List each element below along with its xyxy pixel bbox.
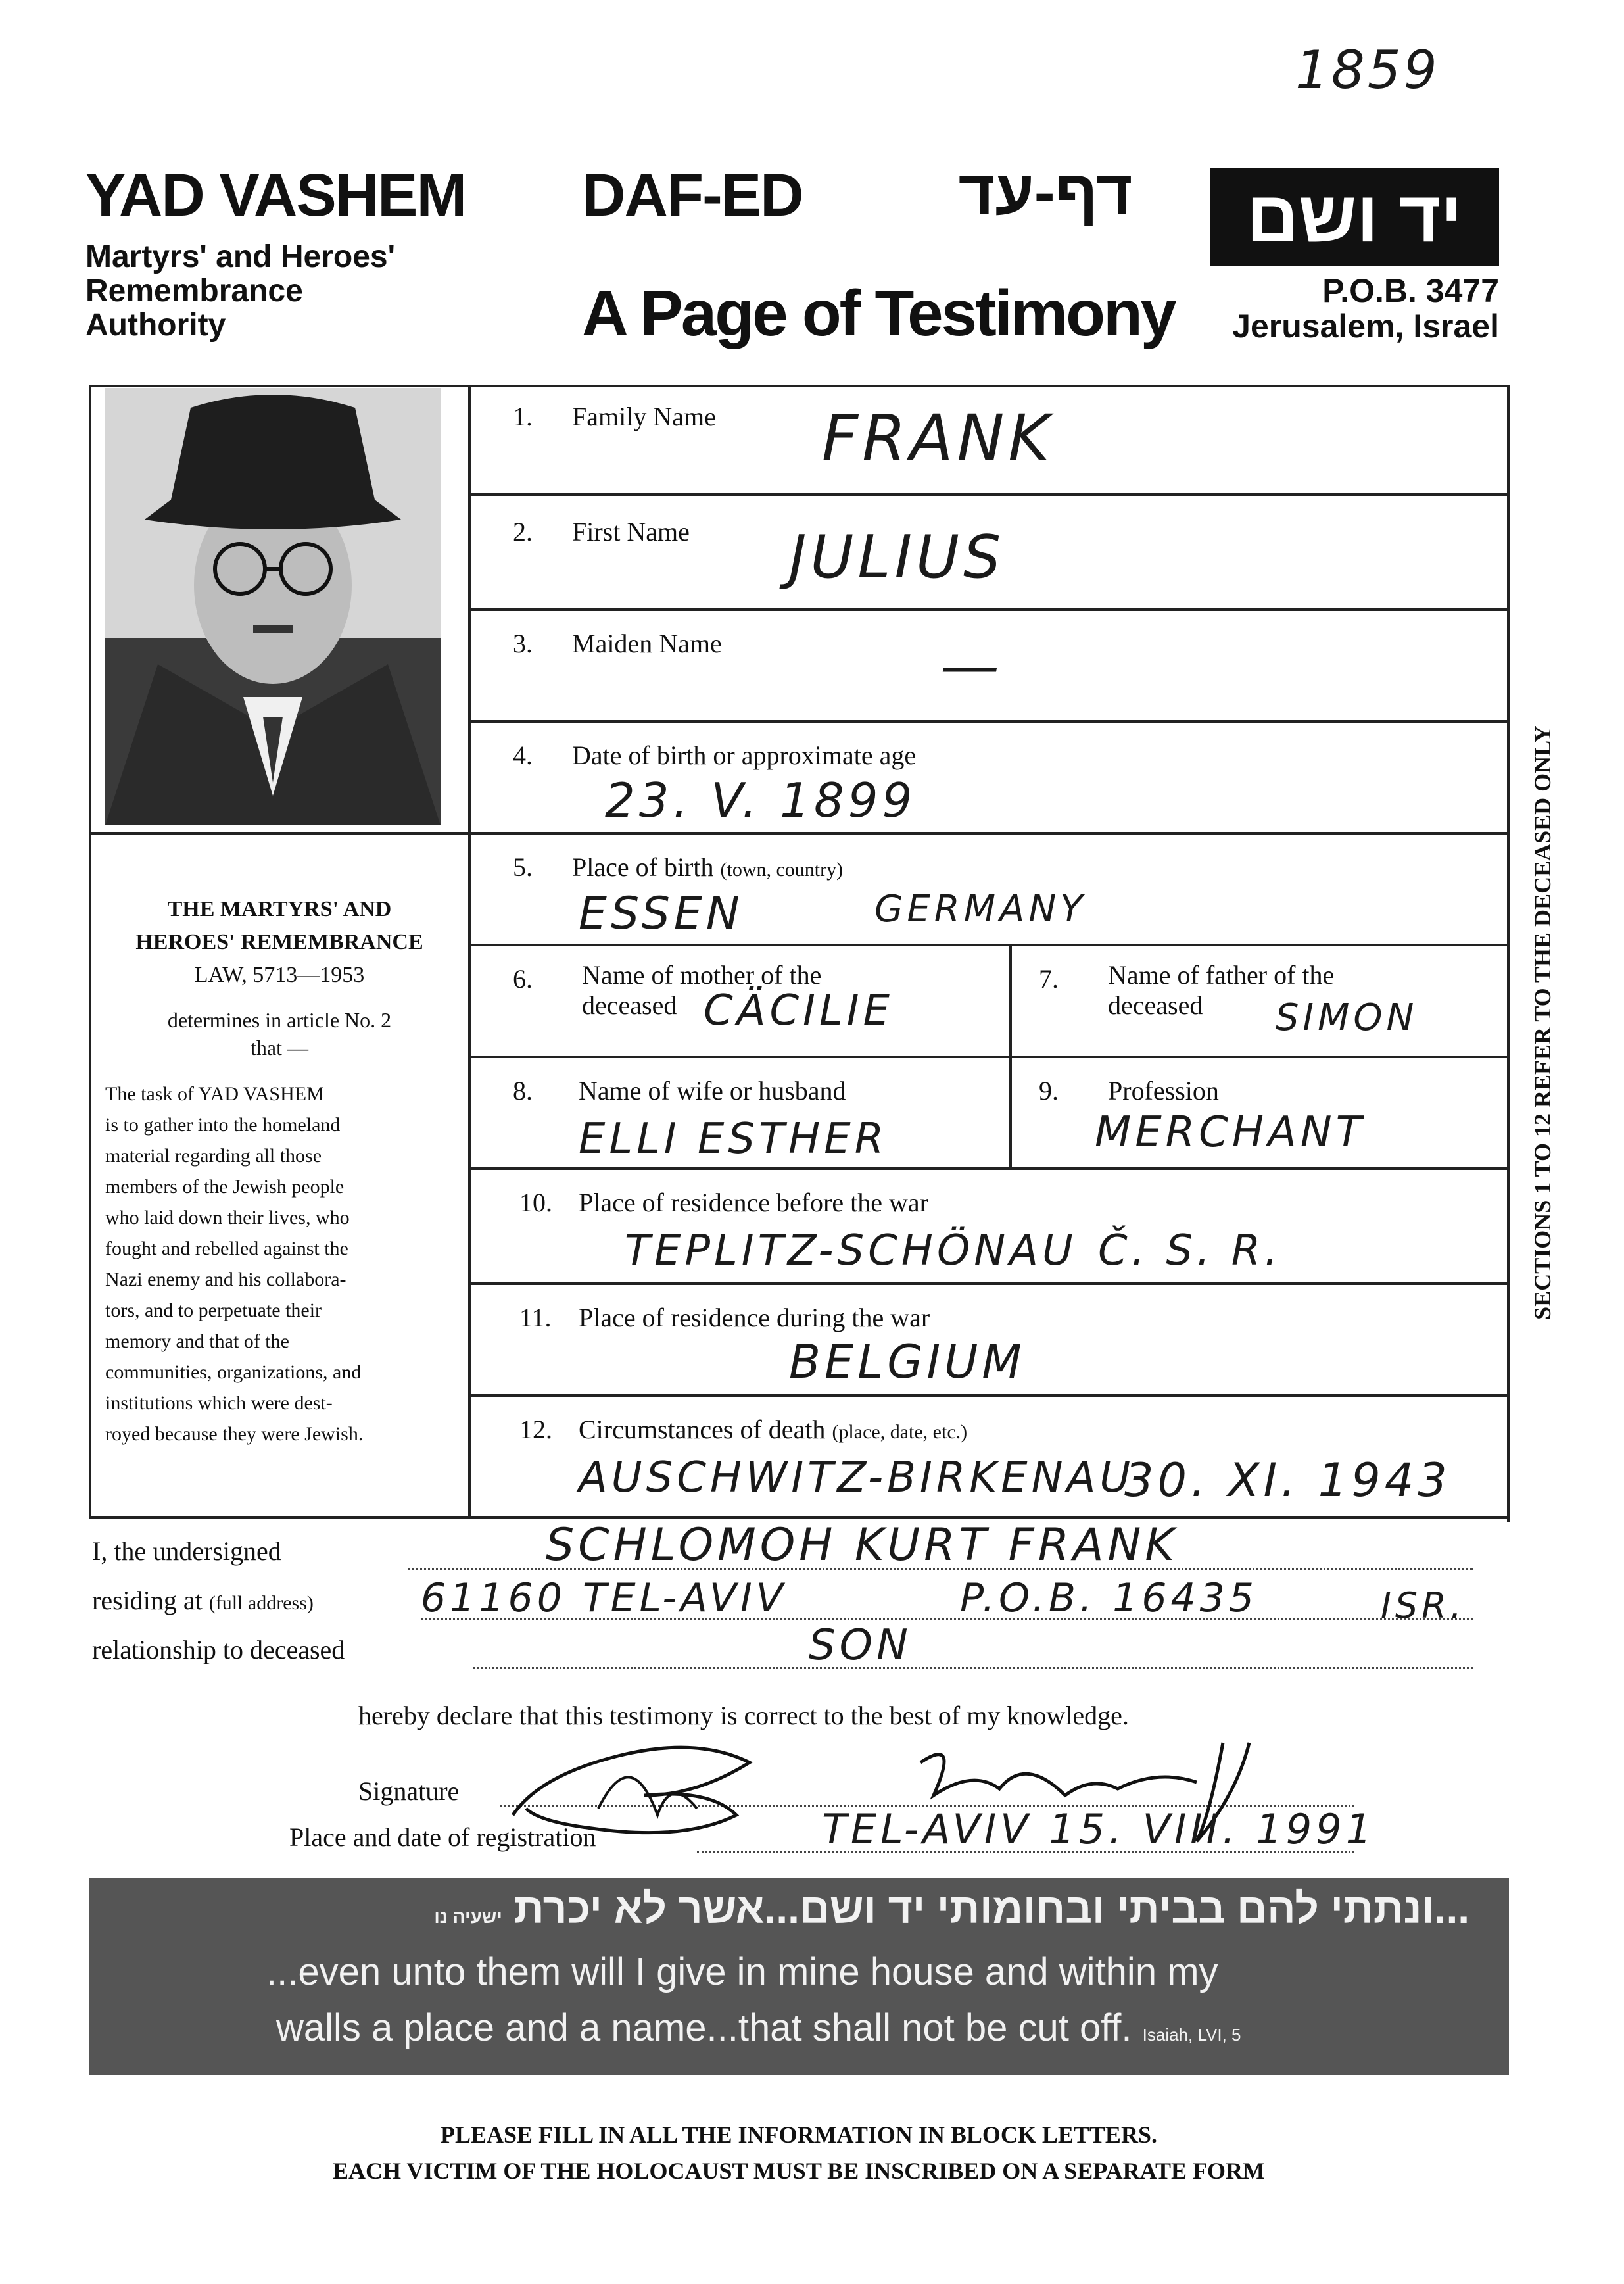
field-3-number: 3. bbox=[513, 629, 533, 658]
birth-date-value[interactable]: 23. V. 1899 bbox=[605, 773, 917, 828]
residence-country-value[interactable]: Č. S. R. bbox=[1098, 1227, 1282, 1275]
field-8-number: 8. bbox=[513, 1076, 533, 1106]
address-block: P.O.B. 3477 Jerusalem, Israel bbox=[1232, 272, 1499, 345]
field-10-label: Place of residence before the war bbox=[579, 1188, 928, 1217]
profession-value[interactable]: MERCHANT bbox=[1095, 1108, 1366, 1157]
form-number: 1859 bbox=[1295, 39, 1440, 101]
field-5-label: Place of birth (town, country) bbox=[572, 852, 844, 882]
death-date-value[interactable]: 30. XI. 1943 bbox=[1124, 1453, 1451, 1507]
residing-label: residing at (full address) bbox=[92, 1586, 314, 1615]
declaration-text: hereby declare that this testimony is correct to the best of my knowledge. bbox=[358, 1701, 1129, 1730]
footer-instruction-1: PLEASE FILL IN ALL THE INFORMATION IN BLOCK LETTERS. bbox=[441, 2122, 1157, 2148]
residing-pob-value[interactable]: P.O.B. 16435 bbox=[960, 1575, 1258, 1621]
father-name-value[interactable]: SIMON bbox=[1276, 996, 1418, 1039]
field-9-label: Profession bbox=[1108, 1076, 1219, 1106]
field-12-label: Circumstances of death (place, date, etc.) bbox=[579, 1415, 968, 1444]
field-1-number: 1. bbox=[513, 402, 533, 431]
death-place-value[interactable]: AUSCHWITZ-BIRKENAU bbox=[579, 1453, 1135, 1502]
field-2-number: 2. bbox=[513, 517, 533, 547]
spouse-name-value[interactable]: ELLI ESTHER bbox=[579, 1115, 888, 1163]
field-8-label: Name of wife or husband bbox=[579, 1076, 846, 1106]
field-11-number: 11. bbox=[519, 1303, 552, 1332]
relationship-value[interactable]: SON bbox=[809, 1621, 912, 1670]
birth-country-value[interactable]: GERMANY bbox=[874, 888, 1087, 931]
banner-hebrew: ...ונתתי להם בביתי ובחומותי יד ושם...אשר לא יכרת ישעיה נו bbox=[434, 1885, 1469, 1932]
field-5-number: 5. bbox=[513, 852, 533, 882]
law-body: The task of YAD VASHEM is to gather into the homeland material regarding all those members of the Jewish people who laid down their lives, who fought and rebelled against the Nazi enemy and his collabora- tors, and to perpetuate their memory and that of the communities, organizations, and institutions which were dest- royed because they were Jewish. bbox=[105, 1083, 364, 1445]
field-11-label: Place of residence during the war bbox=[579, 1303, 930, 1332]
registration-value[interactable]: TEL-AVIV 15. VIII. 1991 bbox=[822, 1805, 1376, 1853]
residence-before-war-value[interactable]: TEPLITZ-SCHÖNAU bbox=[625, 1227, 1077, 1275]
field-6-number: 6. bbox=[513, 964, 533, 994]
field-4-number: 4. bbox=[513, 741, 533, 770]
residence-during-war-value[interactable]: BELGIUM bbox=[789, 1335, 1026, 1389]
registration-label: Place and date of registration bbox=[289, 1822, 596, 1852]
footer-instruction-2: EACH VICTIM OF THE HOLOCAUST MUST BE INSCRIBED ON A SEPARATE FORM bbox=[333, 2158, 1265, 2184]
maiden-name-value[interactable]: — bbox=[940, 631, 1003, 700]
relationship-label: relationship to deceased bbox=[92, 1635, 345, 1664]
field-2-label: First Name bbox=[572, 517, 690, 547]
field-4-label: Date of birth or approximate age bbox=[572, 741, 917, 770]
residing-country-value[interactable]: ISR. bbox=[1381, 1585, 1466, 1626]
field-9-number: 9. bbox=[1039, 1076, 1059, 1106]
field-1-label: Family Name bbox=[572, 402, 716, 431]
family-name-value[interactable]: FRANK bbox=[822, 401, 1054, 475]
org-name: YAD VASHEM bbox=[85, 162, 466, 229]
sections-side-note: SECTIONS 1 TO 12 REFER TO THE DECEASED ONLY bbox=[1529, 725, 1556, 1320]
daf-ed-label: DAF-ED bbox=[582, 162, 803, 229]
field-12-number: 12. bbox=[519, 1415, 552, 1444]
field-7-number: 7. bbox=[1039, 964, 1059, 994]
residing-address-value[interactable]: 61160 TEL-AVIV bbox=[421, 1575, 787, 1621]
org-subtitle: Martyrs' and Heroes' Remembrance Authority bbox=[85, 239, 395, 343]
banner-line-1: ...even unto them will I give in mine house and within my bbox=[266, 1951, 1218, 1993]
mother-name-value[interactable]: CÄCILIE bbox=[704, 986, 894, 1035]
banner-line-2: walls a place and a name...that shall not be cut off. Isaiah, LVI, 5 bbox=[276, 2006, 1241, 2049]
daf-ed-hebrew: דף-עד bbox=[958, 157, 1133, 228]
undersigned-value[interactable]: SCHLOMOH KURT FRANK bbox=[546, 1519, 1178, 1571]
field-7-label: Name of father of the deceased bbox=[1108, 960, 1335, 1020]
undersigned-label: I, the undersigned bbox=[92, 1536, 281, 1566]
isaiah-banner bbox=[89, 1878, 1509, 2075]
field-6-label: Name of mother of the deceased bbox=[582, 960, 822, 1020]
law-heading: THE MARTYRS' AND HEROES' REMEMBRANCE LAW, 5713—1953 bbox=[135, 897, 423, 987]
yad-vashem-logo: יד ושם bbox=[1210, 168, 1499, 266]
form-title: A Page of Testimony bbox=[582, 277, 1175, 349]
field-10-number: 10. bbox=[519, 1188, 552, 1217]
signature-label: Signature bbox=[358, 1776, 460, 1806]
field-3-label: Maiden Name bbox=[572, 629, 722, 658]
first-name-value[interactable]: JULIUS bbox=[789, 523, 1005, 592]
photo-of-deceased bbox=[105, 388, 441, 825]
birth-town-value[interactable]: ESSEN bbox=[579, 888, 744, 940]
law-intro: determines in article No. 2 that — bbox=[167, 1008, 392, 1059]
